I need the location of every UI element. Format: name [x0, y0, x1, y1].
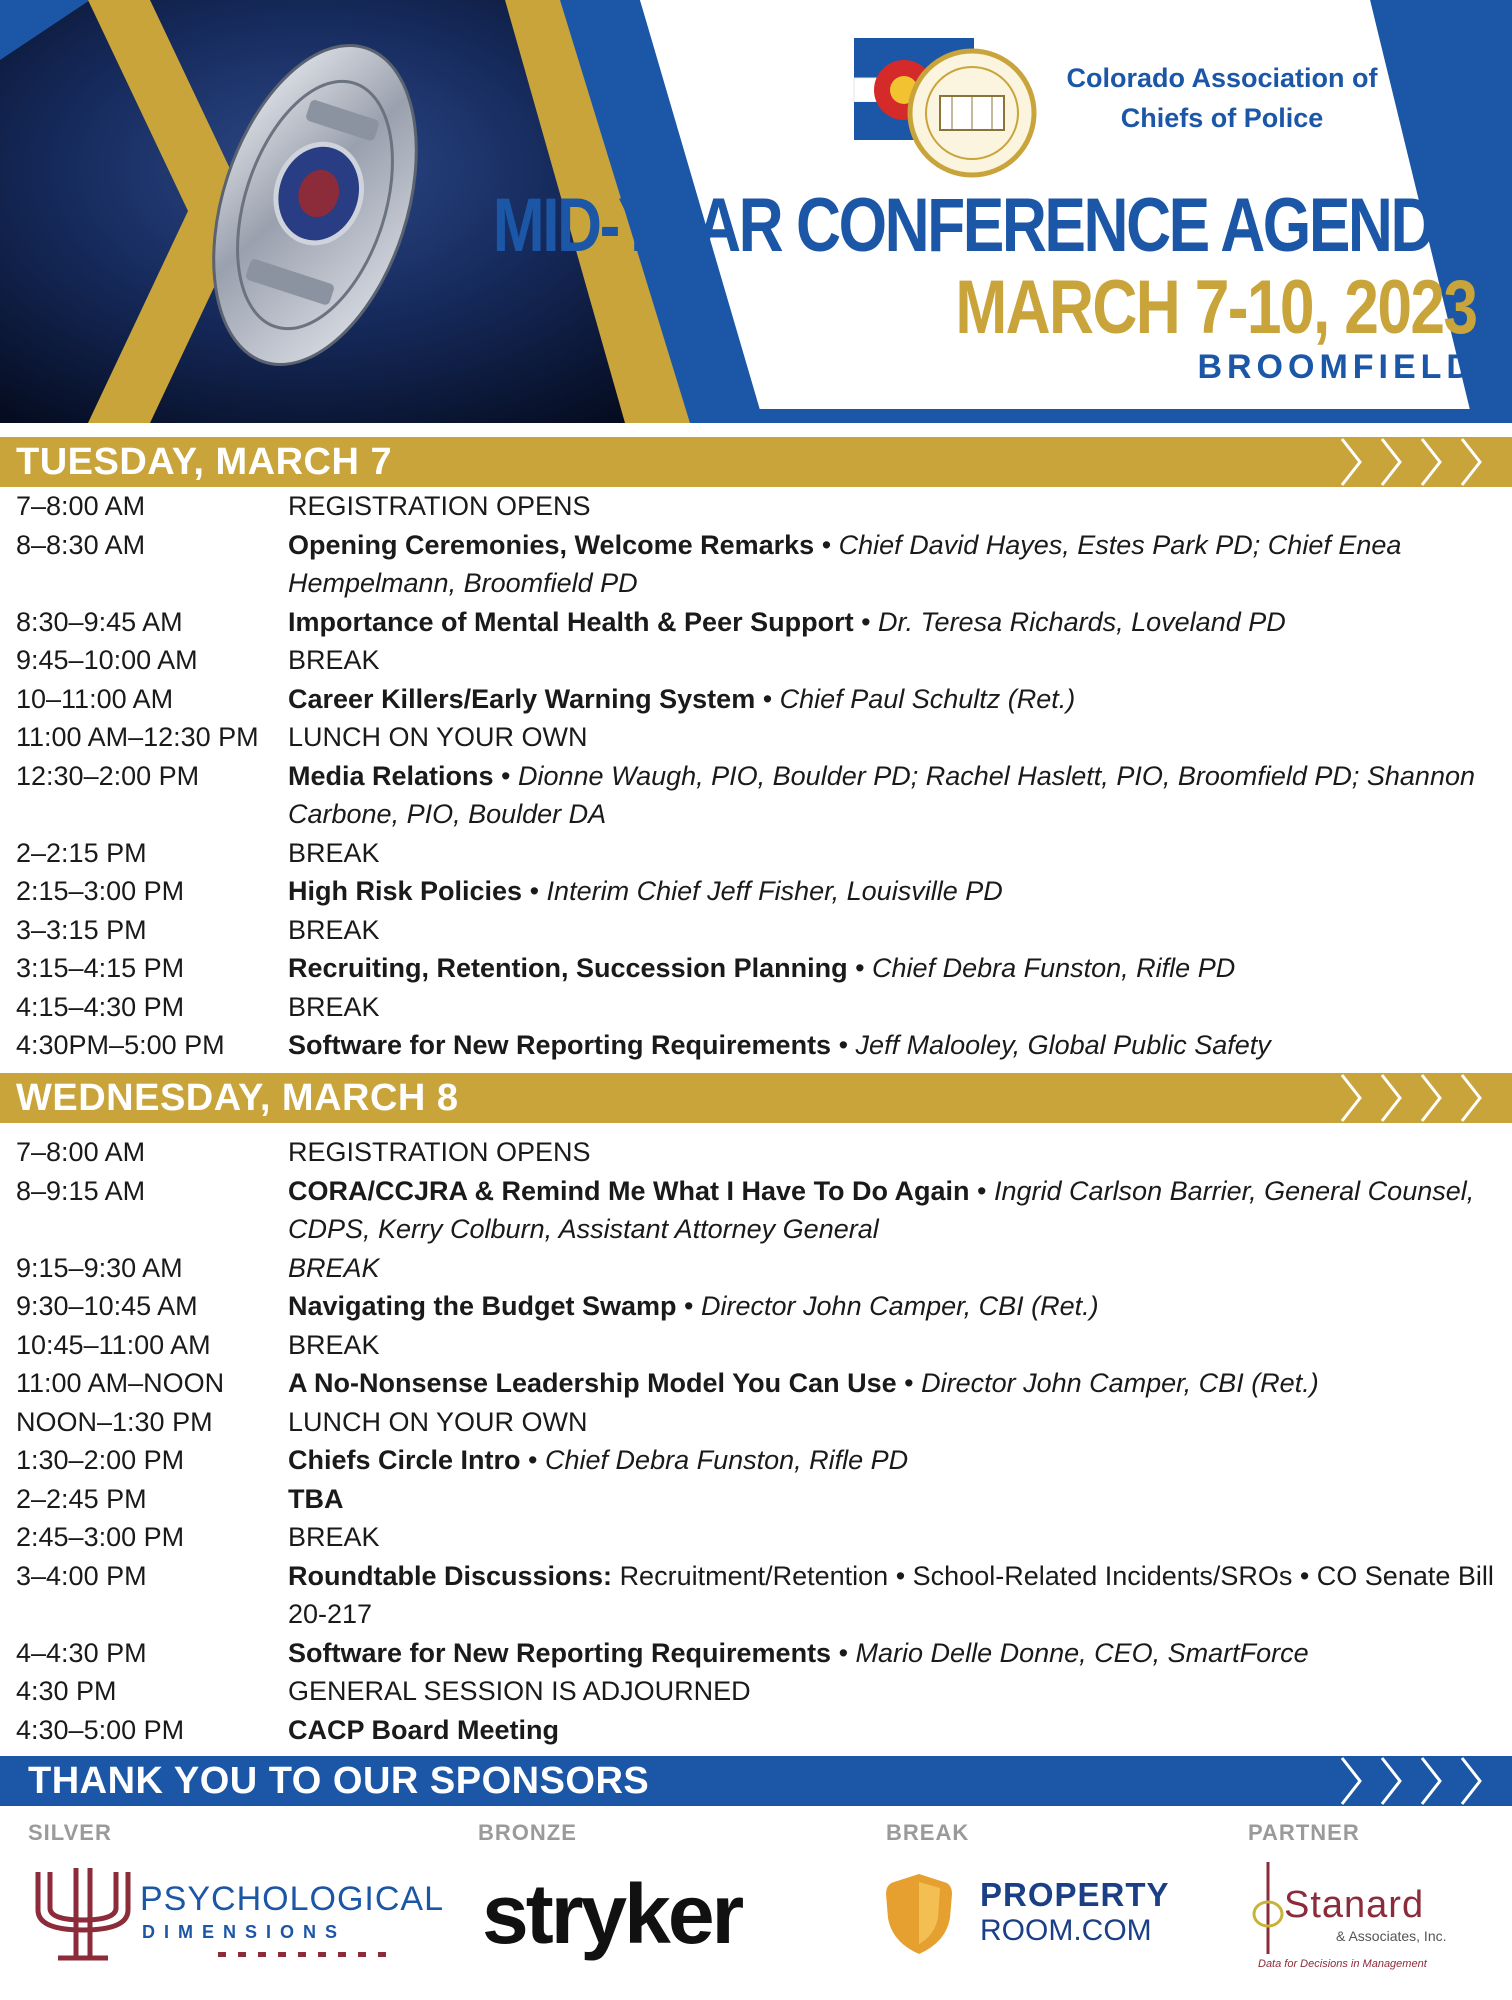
bullet-separator: •: [493, 760, 519, 791]
agenda-session-title: CACP Board Meeting: [288, 1714, 560, 1745]
agenda-session-title: Media Relations: [288, 760, 494, 791]
bullet-separator: •: [755, 683, 780, 714]
agenda-description: [288, 1518, 1512, 1557]
agenda-description: [288, 757, 1512, 834]
agenda-time: 2–2:45 PM: [16, 1483, 147, 1514]
agenda-time: 7–8:00 AM: [16, 491, 146, 521]
agenda-row: [0, 834, 1512, 873]
psych-line2: DIMENSIONS: [142, 1922, 347, 1942]
conference-city: BROOMFIELD: [1197, 348, 1476, 386]
agenda-row: [0, 603, 1512, 642]
psychological-dimensions-logo: [28, 1860, 444, 1970]
agenda-row: [0, 872, 1512, 911]
stanard-tagline: Data for Decisions in Management: [1258, 1958, 1427, 1970]
agenda-time: 4–4:30 PM: [16, 1637, 147, 1668]
agenda-description: [288, 1557, 1512, 1634]
agenda-description: [288, 1634, 1512, 1673]
agenda-time: 7–8:00 AM: [16, 1137, 146, 1167]
agenda-time: 3–3:15 PM: [16, 914, 147, 945]
conference-title: MID-YEAR CONFERENCE AGENDA: [493, 183, 1476, 268]
agenda-row: [0, 526, 1512, 603]
agenda-time: 12:30–2:00 PM: [16, 760, 200, 791]
header: [0, 0, 1512, 423]
agenda-row: [0, 1172, 1512, 1249]
agenda-speaker: Dionne Waugh, PIO, Boulder PD; Rachel Haslett, PIO, Broomfield PD; Shannon Carbone, PIO, Boulder DA: [288, 760, 1475, 829]
agenda-session-title: Chiefs Circle Intro: [288, 1445, 521, 1475]
agenda-time: 11:00 AM–NOON: [16, 1368, 225, 1398]
agenda-plain-text: BREAK: [288, 837, 380, 868]
agenda-topics: Recruitment/Retention • School-Related Incidents/SROs • CO Senate Bill 20-217: [288, 1560, 1494, 1629]
agenda-description: [288, 1249, 1512, 1288]
agenda-description: [288, 487, 1512, 526]
agenda-row: [0, 1441, 1512, 1480]
agenda-speaker: BREAK: [288, 1252, 380, 1283]
agenda-description: [288, 949, 1512, 988]
property-line1: PROPERTY: [980, 1876, 1170, 1913]
agenda-time: 4:30–5:00 PM: [16, 1714, 185, 1745]
organization-name-line2: Chiefs of Police: [1120, 103, 1324, 133]
stryker-wordmark: stryker: [482, 1867, 742, 1961]
agenda-time: NOON–1:30 PM: [16, 1406, 213, 1437]
bullet-separator: •: [831, 1637, 856, 1668]
agenda-plain-text: LUNCH ON YOUR OWN: [288, 1406, 588, 1437]
agenda-time: 11:00 AM–12:30 PM: [16, 722, 259, 752]
agenda-description: [288, 641, 1512, 680]
agenda-description: [288, 1326, 1512, 1365]
agenda-session-title: Software for New Reporting Requirements: [288, 1637, 832, 1668]
psi-icon: [28, 1860, 138, 1970]
tuesday-banner: [0, 437, 1512, 487]
agenda-description: [288, 1672, 1512, 1711]
agenda-session-title: Career Killers/Early Warning System: [288, 683, 756, 714]
agenda-plain-text: BREAK: [288, 991, 380, 1022]
agenda-row: [0, 949, 1512, 988]
agenda-time: 8–9:15 AM: [16, 1175, 146, 1206]
agenda-row: [0, 1672, 1512, 1711]
agenda-description: [288, 1133, 1512, 1172]
agenda-time: 3–4:00 PM: [16, 1560, 147, 1591]
agenda-description: [288, 1026, 1512, 1065]
agenda-time: 2–2:15 PM: [16, 837, 147, 868]
stanard-line1: Stanard: [1284, 1884, 1425, 1926]
organization-branding: [852, 28, 1392, 188]
agenda-row: [0, 718, 1512, 757]
sponsor-tier-break: BREAK: [886, 1820, 970, 1845]
bullet-separator: •: [969, 1175, 995, 1206]
agenda-description: [288, 1172, 1512, 1249]
sponsor-tier-silver: SILVER: [28, 1820, 112, 1845]
agenda-plain-text: REGISTRATION OPENS: [288, 1137, 591, 1167]
agenda-session-title: Navigating the Budget Swamp: [288, 1291, 677, 1321]
agenda-time: 4:30PM–5:00 PM: [16, 1030, 225, 1060]
bullet-separator: •: [896, 1368, 922, 1398]
agenda-plain-text: BREAK: [288, 645, 380, 675]
agenda-row: [0, 1403, 1512, 1442]
bullet-separator: •: [522, 876, 547, 906]
agenda-speaker: Jeff Malooley, Global Public Safety: [855, 1030, 1271, 1060]
agenda-description: [288, 1480, 1512, 1519]
agenda-row: [0, 911, 1512, 950]
agenda-plain-text: REGISTRATION OPENS: [288, 491, 591, 521]
stanard-mark-icon: [1248, 1858, 1288, 1958]
agenda-plain-text: BREAK: [288, 1329, 380, 1360]
agenda-time: 4:30 PM: [16, 1676, 117, 1706]
agenda-row: [0, 1711, 1512, 1750]
property-room-logo: [884, 1868, 1204, 1968]
agenda-session-title: CORA/CCJRA & Remind Me What I Have To Do Again: [288, 1175, 970, 1206]
agenda-speaker: Chief David Hayes, Estes Park PD; Chief Enea Hempelmann, Broomfield PD: [288, 529, 1402, 598]
bullet-separator: •: [831, 1030, 856, 1060]
bullet-separator: •: [814, 529, 839, 560]
bullet-separator: •: [847, 953, 873, 983]
property-line2: ROOM.COM: [980, 1914, 1152, 1947]
agenda-session-title: Importance of Mental Health & Peer Support: [288, 606, 854, 637]
agenda-session-title: Recruiting, Retention, Succession Planning: [288, 953, 848, 983]
wednesday-agenda: [0, 1133, 1512, 1749]
agenda-time: 8–8:30 AM: [16, 529, 146, 560]
agenda-speaker: Director John Camper, CBI (Ret.): [921, 1368, 1319, 1398]
agenda-time: 2:45–3:00 PM: [16, 1522, 185, 1552]
psych-line1: PSYCHOLOGICAL: [140, 1880, 444, 1918]
wednesday-label: WEDNESDAY, MARCH 8: [16, 1077, 459, 1119]
conference-dates: MARCH 7-10, 2023: [954, 265, 1476, 350]
bullet-separator: •: [520, 1445, 546, 1475]
agenda-time: 3:15–4:15 PM: [16, 953, 185, 983]
sponsor-tier-partner: PARTNER: [1248, 1820, 1360, 1845]
agenda-time: 8:30–9:45 AM: [16, 606, 183, 637]
bullet-separator: •: [676, 1291, 702, 1321]
shield-icon: [884, 1872, 954, 1956]
agenda-row: [0, 1249, 1512, 1288]
agenda-row: [0, 1026, 1512, 1065]
agenda-plain-text: GENERAL SESSION IS ADJOURNED: [288, 1676, 751, 1706]
agenda-time: 4:15–4:30 PM: [16, 991, 185, 1022]
agenda-row: [0, 988, 1512, 1027]
sponsor-tier-bronze: BRONZE: [478, 1820, 577, 1845]
agenda-time: 10–11:00 AM: [16, 683, 174, 714]
sponsors-banner: [0, 1756, 1512, 1806]
agenda-description: [288, 1403, 1512, 1442]
agenda-speaker: Ingrid Carlson Barrier, General Counsel, CDPS, Kerry Colburn, Assistant Attorney General: [288, 1175, 1475, 1244]
stanard-line2: & Associates, Inc.: [1336, 1928, 1447, 1944]
agenda-session-title: High Risk Policies: [288, 876, 523, 906]
agenda-description: [288, 911, 1512, 950]
wednesday-banner: [0, 1073, 1512, 1123]
agenda-row: [0, 757, 1512, 834]
agenda-description: [288, 872, 1512, 911]
agenda-description: [288, 1711, 1512, 1750]
agenda-description: [288, 834, 1512, 873]
agenda-time: 10:45–11:00 AM: [16, 1329, 211, 1360]
agenda-description: [288, 1287, 1512, 1326]
agenda-session-title: A No-Nonsense Leadership Model You Can Use: [288, 1368, 897, 1398]
agenda-session-title: TBA: [288, 1483, 344, 1514]
agenda-session-title: Opening Ceremonies, Welcome Remarks: [288, 529, 815, 560]
agenda-speaker: Mario Delle Donne, CEO, SmartForce: [855, 1637, 1309, 1668]
agenda-row: [0, 1326, 1512, 1365]
tuesday-label: TUESDAY, MARCH 7: [16, 441, 393, 483]
agenda-description: [288, 526, 1512, 603]
agenda-session-title: Software for New Reporting Requirements: [288, 1030, 832, 1060]
agenda-time: 1:30–2:00 PM: [16, 1445, 185, 1475]
stanard-associates-logo: [1248, 1856, 1488, 1976]
agenda-speaker: Chief Debra Funston, Rifle PD: [545, 1445, 909, 1475]
agenda-description: [288, 603, 1512, 642]
agenda-plain-text: LUNCH ON YOUR OWN: [288, 722, 588, 752]
agenda-row: [0, 680, 1512, 719]
agenda-plain-text: BREAK: [288, 914, 380, 945]
agenda-time: 2:15–3:00 PM: [16, 876, 185, 906]
agenda-description: [288, 680, 1512, 719]
agenda-row: [0, 487, 1512, 526]
agenda-time: 9:45–10:00 AM: [16, 645, 198, 675]
tuesday-agenda: [0, 487, 1512, 1065]
agenda-speaker: Director John Camper, CBI (Ret.): [701, 1291, 1099, 1321]
agenda-time: 9:15–9:30 AM: [16, 1252, 183, 1283]
organization-name-line1: Colorado Association of: [1066, 63, 1378, 93]
agenda-row: [0, 1133, 1512, 1172]
sponsors-label: THANK YOU TO OUR SPONSORS: [28, 1760, 650, 1802]
agenda-description: [288, 1364, 1512, 1403]
agenda-speaker: Dr. Teresa Richards, Loveland PD: [878, 606, 1286, 637]
organization-name: [1052, 58, 1392, 138]
psych-dots: [218, 1952, 388, 1957]
colorado-seal-logo: [852, 28, 1042, 178]
agenda-row: [0, 1634, 1512, 1673]
bullet-separator: •: [853, 606, 879, 637]
agenda-row: [0, 1518, 1512, 1557]
agenda-description: [288, 718, 1512, 757]
agenda-session-title: Roundtable Discussions:: [288, 1560, 613, 1591]
agenda-speaker: Interim Chief Jeff Fisher, Louisville PD: [546, 876, 1003, 906]
agenda-row: [0, 1364, 1512, 1403]
agenda-time: 9:30–10:45 AM: [16, 1291, 198, 1321]
agenda-description: [288, 988, 1512, 1027]
stryker-logo: [482, 1860, 802, 1970]
agenda-description: [288, 1441, 1512, 1480]
agenda-row: [0, 1480, 1512, 1519]
agenda-speaker: Chief Paul Schultz (Ret.): [779, 683, 1076, 714]
agenda-row: [0, 1557, 1512, 1634]
agenda-row: [0, 641, 1512, 680]
agenda-plain-text: BREAK: [288, 1522, 380, 1552]
agenda-speaker: Chief Debra Funston, Rifle PD: [872, 953, 1236, 983]
agenda-row: [0, 1287, 1512, 1326]
